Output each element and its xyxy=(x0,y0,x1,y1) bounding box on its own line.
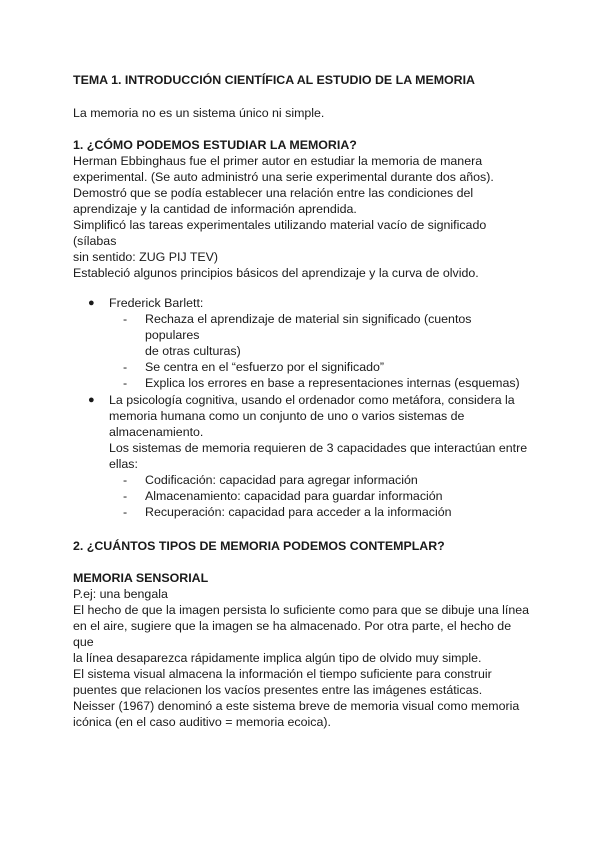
section1-line: Demostró que se podía establecer una relación entre las condiciones del xyxy=(73,186,474,200)
bullet-barlett xyxy=(88,295,528,391)
dash-icon: - xyxy=(123,505,128,519)
sub-item: - Explica los errores en base a representaciones internas (esquemas) xyxy=(123,376,520,390)
intro-paragraph: La memoria no es un sistema único ni simple. xyxy=(73,106,325,120)
dash-icon: - xyxy=(123,312,128,326)
sub-item: - Almacenamiento: capacidad para guardar información xyxy=(123,489,443,503)
sub-item: - Rechaza el aprendizaje de material sin significado (cuentos populares de otras culturas) xyxy=(123,312,472,358)
section1-line: experimental. (Se auto administró una serie experimental durante dos años). xyxy=(73,170,494,184)
section2-line: la línea desaparezca rápidamente implica algún tipo de olvido muy simple. xyxy=(73,651,482,665)
bullet-dot-icon: ● xyxy=(88,297,95,309)
section2-subheading: MEMORIA SENSORIAL xyxy=(73,571,209,585)
section1-line: Estableció algunos principios básicos del aprendizaje y la curva de olvido. xyxy=(73,266,479,280)
section2-line: P.ej: una bengala xyxy=(73,587,168,601)
section1-body xyxy=(73,153,533,281)
bullet-dot-icon: ● xyxy=(88,394,95,406)
dash-icon: - xyxy=(123,489,128,503)
sub-item: - Recuperación: capacidad para acceder a la información xyxy=(123,505,452,519)
section2-line: puentes que relacionen los vacíos presentes entre las imágenes estáticas. xyxy=(73,683,483,697)
sub-item: - Se centra en el “esfuerzo por el significado” xyxy=(123,360,384,374)
section1-line: Herman Ebbinghaus fue el primer autor en estudiar la memoria de manera xyxy=(73,154,483,168)
dash-icon: - xyxy=(123,473,128,487)
bullet-cognitive-text: La psicología cognitiva, usando el ordenador como metáfora, considera la memoria humana como un conjunto de uno o varios sistemas de almacenamiento. Los sistemas de memoria requieren de 3 capacidades que interactúan entre ellas: xyxy=(109,393,528,471)
section1-line: aprendizaje y la cantidad de información aprendida. xyxy=(73,202,357,216)
section2-heading: 2. ¿CUÁNTOS TIPOS DE MEMORIA PODEMOS CONTEMPLAR? xyxy=(73,539,445,553)
dash-icon: - xyxy=(123,376,128,390)
section1-heading: 1. ¿CÓMO PODEMOS ESTUDIAR LA MEMORIA? xyxy=(73,138,357,152)
neisser-paragraph: Neisser (1967) denominó a este sistema breve de memoria visual como memoria icónica (en el caso auditivo = memoria ecoica). xyxy=(73,699,520,729)
section2-line: en el aire, sugiere que la imagen se ha almacenado. Por otra parte, el hecho de que xyxy=(73,619,512,649)
bullet-cognitive xyxy=(88,392,528,520)
section2-line: El sistema visual almacena la información el tiempo suficiente para construir xyxy=(73,667,492,681)
sub-item: - Codificación: capacidad para agregar información xyxy=(123,473,418,487)
section1-line: sin sentido: ZUG PIJ TEV) xyxy=(73,250,219,264)
section2-line: El hecho de que la imagen persista lo suficiente como para que se dibuje una línea xyxy=(73,603,529,617)
section1-line: Simplificó las tareas experimentales utilizando material vacío de significado (sílabas xyxy=(73,218,487,248)
bullet-barlett-label: Frederick Barlett: xyxy=(109,296,204,310)
dash-icon: - xyxy=(123,360,128,374)
section2-body xyxy=(73,586,533,698)
document-title: TEMA 1. INTRODUCCIÓN CIENTÍFICA AL ESTUDIO DE LA MEMORIA xyxy=(73,73,476,87)
